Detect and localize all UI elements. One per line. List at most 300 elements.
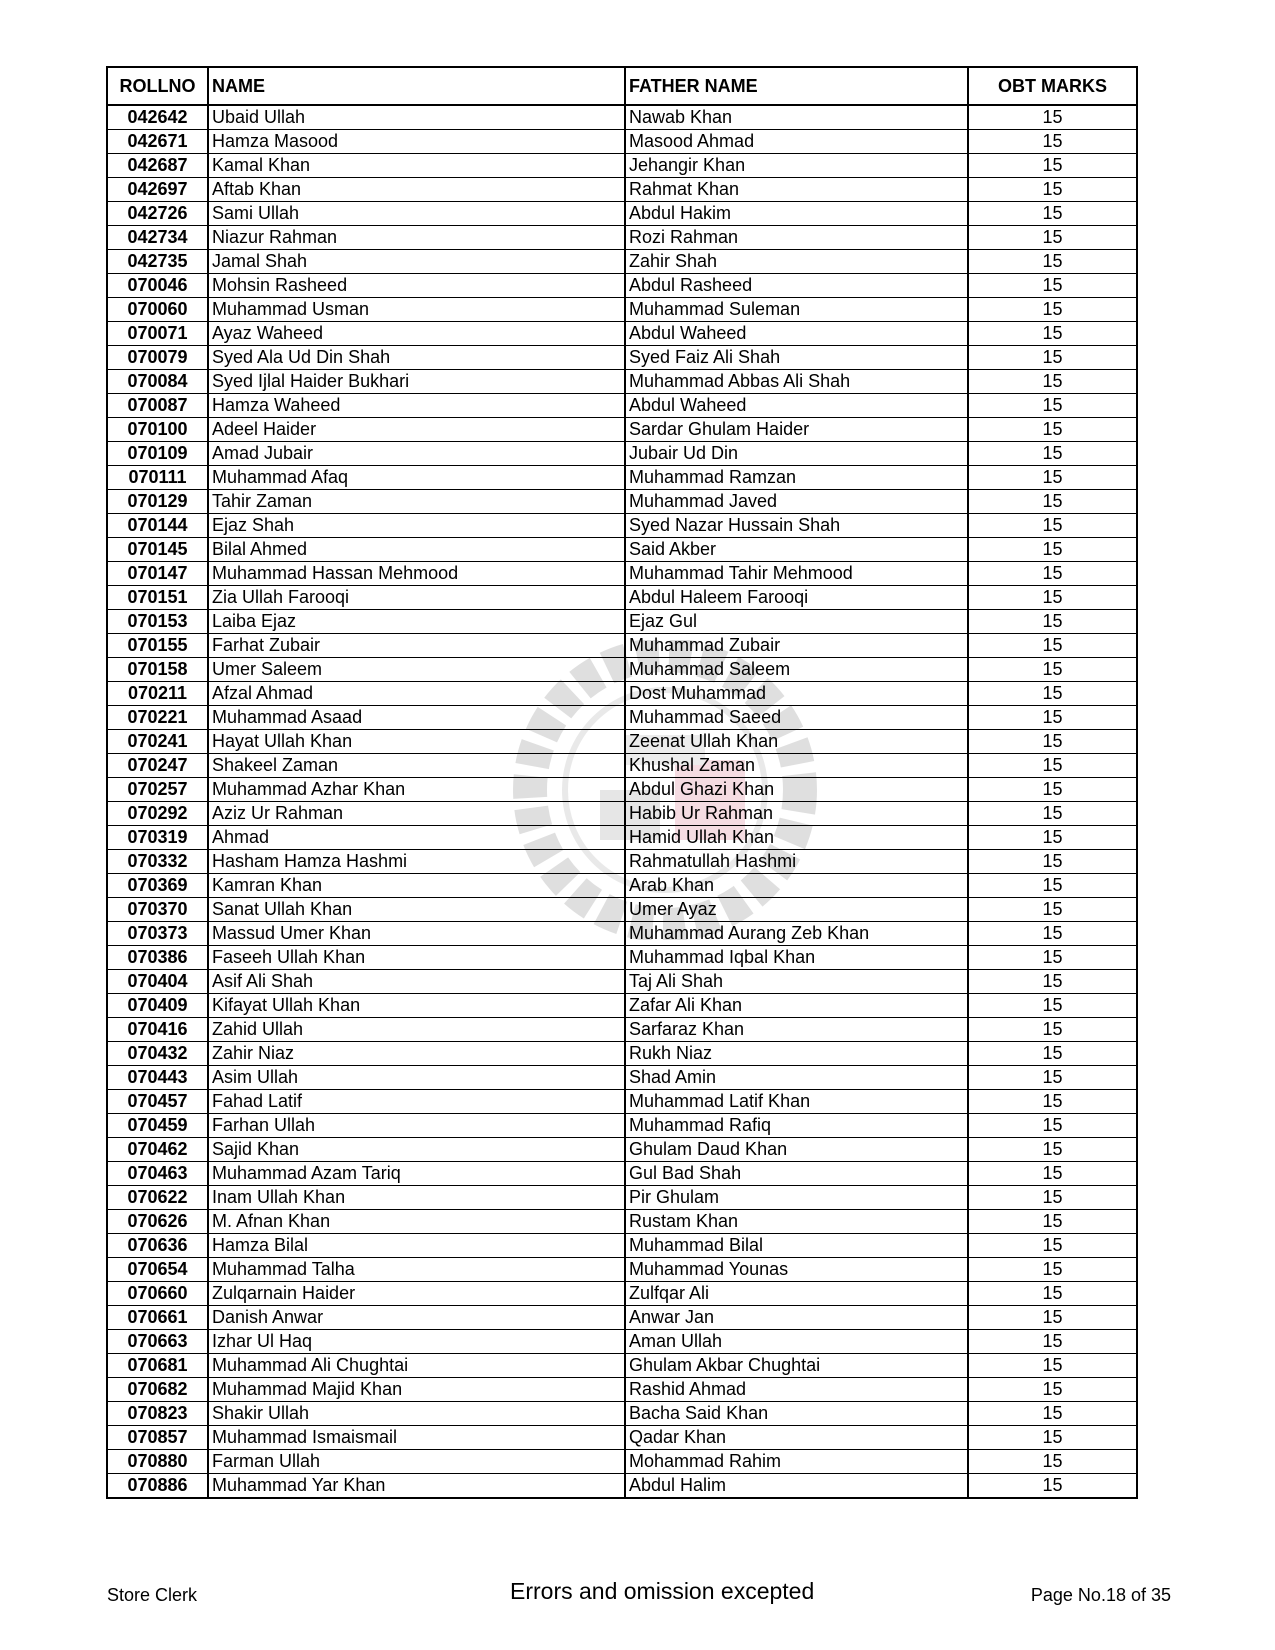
cell-rollno: 070147 [107, 562, 208, 586]
cell-obt-marks: 15 [968, 1018, 1137, 1042]
cell-father-name: Abdul Rasheed [625, 274, 968, 298]
cell-obt-marks: 15 [968, 754, 1137, 778]
cell-name: Afzal Ahmad [208, 682, 625, 706]
cell-father-name: Zeenat Ullah Khan [625, 730, 968, 754]
table-row [107, 634, 1137, 658]
cell-father-name: Muhammad Latif Khan [625, 1090, 968, 1114]
cell-father-name: Masood Ahmad [625, 130, 968, 154]
cell-obt-marks: 15 [968, 322, 1137, 346]
table-row [107, 1402, 1137, 1426]
cell-name: Zulqarnain Haider [208, 1282, 625, 1306]
table-row [107, 105, 1137, 130]
cell-rollno: 070386 [107, 946, 208, 970]
cell-rollno: 070211 [107, 682, 208, 706]
cell-rollno: 070257 [107, 778, 208, 802]
cell-obt-marks: 15 [968, 874, 1137, 898]
cell-rollno: 070373 [107, 922, 208, 946]
cell-father-name: Muhammad Zubair [625, 634, 968, 658]
cell-obt-marks: 15 [968, 826, 1137, 850]
cell-obt-marks: 15 [968, 178, 1137, 202]
cell-rollno: 070247 [107, 754, 208, 778]
table-row [107, 970, 1137, 994]
cell-name: Jamal Shah [208, 250, 625, 274]
cell-obt-marks: 15 [968, 1138, 1137, 1162]
footer-store-clerk: Store Clerk [107, 1585, 198, 1605]
cell-name: Kamran Khan [208, 874, 625, 898]
cell-name: Aftab Khan [208, 178, 625, 202]
cell-obt-marks: 15 [968, 1426, 1137, 1450]
cell-name: Hamza Bilal [208, 1234, 625, 1258]
cell-name: Farman Ullah [208, 1450, 625, 1474]
cell-obt-marks: 15 [968, 562, 1137, 586]
cell-name: Mohsin Rasheed [208, 274, 625, 298]
cell-father-name: Ghulam Akbar Chughtai [625, 1354, 968, 1378]
table-row [107, 1234, 1137, 1258]
table-row [107, 1330, 1137, 1354]
cell-rollno: 070681 [107, 1354, 208, 1378]
cell-rollno: 070071 [107, 322, 208, 346]
cell-obt-marks: 15 [968, 682, 1137, 706]
cell-obt-marks: 15 [968, 154, 1137, 178]
header-father-name: FATHER NAME [625, 67, 968, 105]
cell-father-name: Said Akber [625, 538, 968, 562]
cell-name: Syed Ala Ud Din Shah [208, 346, 625, 370]
cell-name: Fahad Latif [208, 1090, 625, 1114]
cell-obt-marks: 15 [968, 1354, 1137, 1378]
cell-rollno: 070084 [107, 370, 208, 394]
cell-name: Syed Ijlal Haider Bukhari [208, 370, 625, 394]
cell-rollno: 070443 [107, 1066, 208, 1090]
cell-obt-marks: 15 [968, 466, 1137, 490]
cell-rollno: 070079 [107, 346, 208, 370]
cell-obt-marks: 15 [968, 994, 1137, 1018]
cell-obt-marks: 15 [968, 394, 1137, 418]
header-rollno: ROLLNO [107, 67, 208, 105]
table-row [107, 874, 1137, 898]
cell-father-name: Ghulam Daud Khan [625, 1138, 968, 1162]
cell-name: Hamza Waheed [208, 394, 625, 418]
cell-rollno: 070060 [107, 298, 208, 322]
cell-rollno: 070241 [107, 730, 208, 754]
cell-father-name: Gul Bad Shah [625, 1162, 968, 1186]
cell-father-name: Ejaz Gul [625, 610, 968, 634]
cell-obt-marks: 15 [968, 130, 1137, 154]
table-row [107, 1138, 1137, 1162]
cell-obt-marks: 15 [968, 1234, 1137, 1258]
table-row [107, 202, 1137, 226]
cell-rollno: 070100 [107, 418, 208, 442]
cell-father-name: Abdul Hakim [625, 202, 968, 226]
cell-father-name: Mohammad Rahim [625, 1450, 968, 1474]
cell-obt-marks: 15 [968, 1210, 1137, 1234]
cell-name: Farhat Zubair [208, 634, 625, 658]
cell-name: M. Afnan Khan [208, 1210, 625, 1234]
cell-rollno: 070622 [107, 1186, 208, 1210]
cell-name: Faseeh Ullah Khan [208, 946, 625, 970]
cell-father-name: Abdul Halim [625, 1474, 968, 1499]
cell-rollno: 070404 [107, 970, 208, 994]
cell-obt-marks: 15 [968, 1378, 1137, 1402]
cell-rollno: 070087 [107, 394, 208, 418]
cell-rollno: 070463 [107, 1162, 208, 1186]
cell-rollno: 042735 [107, 250, 208, 274]
table-row [107, 778, 1137, 802]
cell-father-name: Muhammad Rafiq [625, 1114, 968, 1138]
cell-father-name: Habib Ur Rahman [625, 802, 968, 826]
table-row [107, 730, 1137, 754]
cell-rollno: 042697 [107, 178, 208, 202]
cell-name: Zahir Niaz [208, 1042, 625, 1066]
cell-obt-marks: 15 [968, 226, 1137, 250]
table-row [107, 1210, 1137, 1234]
cell-rollno: 070682 [107, 1378, 208, 1402]
cell-obt-marks: 15 [968, 658, 1137, 682]
header-obt-marks: OBT MARKS [968, 67, 1137, 105]
cell-obt-marks: 15 [968, 946, 1137, 970]
cell-name: Sajid Khan [208, 1138, 625, 1162]
table-row [107, 370, 1137, 394]
table-row [107, 250, 1137, 274]
cell-rollno: 042671 [107, 130, 208, 154]
table-row [107, 1186, 1137, 1210]
cell-rollno: 070292 [107, 802, 208, 826]
cell-father-name: Zulfqar Ali [625, 1282, 968, 1306]
cell-rollno: 070416 [107, 1018, 208, 1042]
table-row [107, 490, 1137, 514]
cell-name: Farhan Ullah [208, 1114, 625, 1138]
cell-father-name: Syed Faiz Ali Shah [625, 346, 968, 370]
cell-father-name: Hamid Ullah Khan [625, 826, 968, 850]
cell-name: Sami Ullah [208, 202, 625, 226]
cell-father-name: Syed Nazar Hussain Shah [625, 514, 968, 538]
cell-obt-marks: 15 [968, 706, 1137, 730]
table-row [107, 586, 1137, 610]
cell-name: Muhammad Hassan Mehmood [208, 562, 625, 586]
table-row [107, 1162, 1137, 1186]
table-row [107, 1450, 1137, 1474]
table-row [107, 1042, 1137, 1066]
cell-father-name: Umer Ayaz [625, 898, 968, 922]
cell-father-name: Rahmat Khan [625, 178, 968, 202]
table-row [107, 538, 1137, 562]
cell-name: Muhammad Azhar Khan [208, 778, 625, 802]
cell-father-name: Anwar Jan [625, 1306, 968, 1330]
cell-father-name: Abdul Haleem Farooqi [625, 586, 968, 610]
cell-name: Muhammad Majid Khan [208, 1378, 625, 1402]
cell-father-name: Muhammad Aurang Zeb Khan [625, 922, 968, 946]
cell-father-name: Muhammad Tahir Mehmood [625, 562, 968, 586]
cell-father-name: Muhammad Suleman [625, 298, 968, 322]
cell-father-name: Muhammad Iqbal Khan [625, 946, 968, 970]
header-name: NAME [208, 67, 625, 105]
cell-name: Zia Ullah Farooqi [208, 586, 625, 610]
cell-name: Aziz Ur Rahman [208, 802, 625, 826]
cell-father-name: Taj Ali Shah [625, 970, 968, 994]
cell-name: Kifayat Ullah Khan [208, 994, 625, 1018]
cell-obt-marks: 15 [968, 850, 1137, 874]
cell-father-name: Abdul Waheed [625, 322, 968, 346]
table-row [107, 130, 1137, 154]
cell-father-name: Rashid Ahmad [625, 1378, 968, 1402]
table-row [107, 298, 1137, 322]
cell-father-name: Rozi Rahman [625, 226, 968, 250]
cell-obt-marks: 15 [968, 442, 1137, 466]
cell-obt-marks: 15 [968, 1090, 1137, 1114]
cell-name: Ubaid Ullah [208, 105, 625, 130]
table-row [107, 1426, 1137, 1450]
cell-rollno: 070145 [107, 538, 208, 562]
table-row [107, 826, 1137, 850]
cell-father-name: Zahir Shah [625, 250, 968, 274]
cell-rollno: 070319 [107, 826, 208, 850]
cell-obt-marks: 15 [968, 610, 1137, 634]
cell-rollno: 070823 [107, 1402, 208, 1426]
cell-father-name: Arab Khan [625, 874, 968, 898]
table-row [107, 658, 1137, 682]
cell-obt-marks: 15 [968, 970, 1137, 994]
cell-father-name: Qadar Khan [625, 1426, 968, 1450]
cell-obt-marks: 15 [968, 514, 1137, 538]
table-row [107, 682, 1137, 706]
cell-obt-marks: 15 [968, 1330, 1137, 1354]
cell-name: Izhar Ul Haq [208, 1330, 625, 1354]
table-header-row [107, 67, 1137, 105]
cell-name: Asif Ali Shah [208, 970, 625, 994]
table-row [107, 178, 1137, 202]
cell-rollno: 070857 [107, 1426, 208, 1450]
cell-obt-marks: 15 [968, 250, 1137, 274]
cell-obt-marks: 15 [968, 1114, 1137, 1138]
cell-name: Muhammad Asaad [208, 706, 625, 730]
table-row [107, 1354, 1137, 1378]
cell-name: Muhammad Talha [208, 1258, 625, 1282]
table-row [107, 802, 1137, 826]
table-row [107, 1378, 1137, 1402]
results-table [106, 66, 1138, 1499]
cell-name: Hayat Ullah Khan [208, 730, 625, 754]
table-row [107, 1090, 1137, 1114]
cell-name: Kamal Khan [208, 154, 625, 178]
cell-obt-marks: 15 [968, 1066, 1137, 1090]
cell-obt-marks: 15 [968, 490, 1137, 514]
cell-name: Tahir Zaman [208, 490, 625, 514]
cell-rollno: 070109 [107, 442, 208, 466]
cell-father-name: Rustam Khan [625, 1210, 968, 1234]
cell-name: Adeel Haider [208, 418, 625, 442]
table-row [107, 754, 1137, 778]
cell-rollno: 070661 [107, 1306, 208, 1330]
cell-rollno: 070654 [107, 1258, 208, 1282]
cell-father-name: Muhammad Younas [625, 1258, 968, 1282]
cell-obt-marks: 15 [968, 586, 1137, 610]
cell-obt-marks: 15 [968, 1306, 1137, 1330]
cell-father-name: Muhammad Javed [625, 490, 968, 514]
cell-rollno: 070636 [107, 1234, 208, 1258]
cell-father-name: Abdul Ghazi Khan [625, 778, 968, 802]
cell-obt-marks: 15 [968, 1258, 1137, 1282]
table-row [107, 322, 1137, 346]
cell-name: Bilal Ahmed [208, 538, 625, 562]
cell-rollno: 070158 [107, 658, 208, 682]
cell-name: Umer Saleem [208, 658, 625, 682]
cell-name: Hamza Masood [208, 130, 625, 154]
table-row [107, 1258, 1137, 1282]
cell-father-name: Zafar Ali Khan [625, 994, 968, 1018]
table-row [107, 394, 1137, 418]
cell-obt-marks: 15 [968, 778, 1137, 802]
cell-name: Muhammad Ali Chughtai [208, 1354, 625, 1378]
cell-name: Massud Umer Khan [208, 922, 625, 946]
table-row [107, 418, 1137, 442]
cell-name: Shakeel Zaman [208, 754, 625, 778]
cell-father-name: Khushal Zaman [625, 754, 968, 778]
cell-father-name: Muhammad Saeed [625, 706, 968, 730]
cell-name: Sanat Ullah Khan [208, 898, 625, 922]
cell-father-name: Rahmatullah Hashmi [625, 850, 968, 874]
table-row [107, 466, 1137, 490]
cell-name: Muhammad Usman [208, 298, 625, 322]
cell-rollno: 042726 [107, 202, 208, 226]
cell-obt-marks: 15 [968, 346, 1137, 370]
cell-father-name: Abdul Waheed [625, 394, 968, 418]
table-row [107, 226, 1137, 250]
table-row [107, 706, 1137, 730]
table-row [107, 514, 1137, 538]
table-row [107, 1114, 1137, 1138]
cell-rollno: 070660 [107, 1282, 208, 1306]
cell-name: Muhammad Ismaismail [208, 1426, 625, 1450]
table-row [107, 442, 1137, 466]
cell-obt-marks: 15 [968, 274, 1137, 298]
cell-obt-marks: 15 [968, 1042, 1137, 1066]
cell-rollno: 070153 [107, 610, 208, 634]
cell-father-name: Rukh Niaz [625, 1042, 968, 1066]
cell-rollno: 070155 [107, 634, 208, 658]
cell-father-name: Jubair Ud Din [625, 442, 968, 466]
table-row [107, 922, 1137, 946]
cell-father-name: Muhammad Bilal [625, 1234, 968, 1258]
cell-father-name: Dost Muhammad [625, 682, 968, 706]
cell-name: Inam Ullah Khan [208, 1186, 625, 1210]
cell-rollno: 070886 [107, 1474, 208, 1499]
cell-name: Ayaz Waheed [208, 322, 625, 346]
cell-rollno: 070457 [107, 1090, 208, 1114]
table-row [107, 850, 1137, 874]
cell-rollno: 070432 [107, 1042, 208, 1066]
cell-obt-marks: 15 [968, 922, 1137, 946]
cell-obt-marks: 15 [968, 730, 1137, 754]
cell-father-name: Pir Ghulam [625, 1186, 968, 1210]
cell-rollno: 070151 [107, 586, 208, 610]
cell-name: Zahid Ullah [208, 1018, 625, 1042]
cell-father-name: Shad Amin [625, 1066, 968, 1090]
cell-rollno: 070462 [107, 1138, 208, 1162]
cell-name: Asim Ullah [208, 1066, 625, 1090]
cell-father-name: Muhammad Ramzan [625, 466, 968, 490]
cell-rollno: 070880 [107, 1450, 208, 1474]
cell-father-name: Sardar Ghulam Haider [625, 418, 968, 442]
table-row [107, 898, 1137, 922]
cell-rollno: 070144 [107, 514, 208, 538]
cell-obt-marks: 15 [968, 634, 1137, 658]
cell-rollno: 070409 [107, 994, 208, 1018]
cell-name: Niazur Rahman [208, 226, 625, 250]
cell-father-name: Jehangir Khan [625, 154, 968, 178]
cell-obt-marks: 15 [968, 538, 1137, 562]
table-row [107, 1474, 1137, 1499]
cell-obt-marks: 15 [968, 202, 1137, 226]
table-row [107, 1018, 1137, 1042]
cell-obt-marks: 15 [968, 298, 1137, 322]
cell-obt-marks: 15 [968, 802, 1137, 826]
cell-rollno: 070046 [107, 274, 208, 298]
cell-father-name: Sarfaraz Khan [625, 1018, 968, 1042]
cell-obt-marks: 15 [968, 1162, 1137, 1186]
cell-rollno: 070221 [107, 706, 208, 730]
cell-father-name: Muhammad Abbas Ali Shah [625, 370, 968, 394]
footer-page-number: Page No.18 of 35 [1030, 1585, 1171, 1605]
cell-rollno: 070370 [107, 898, 208, 922]
table-row [107, 562, 1137, 586]
cell-father-name: Bacha Said Khan [625, 1402, 968, 1426]
cell-father-name: Aman Ullah [625, 1330, 968, 1354]
cell-obt-marks: 15 [968, 898, 1137, 922]
cell-rollno: 042734 [107, 226, 208, 250]
table-row [107, 1306, 1137, 1330]
table-row [107, 154, 1137, 178]
cell-father-name: Muhammad Saleem [625, 658, 968, 682]
cell-obt-marks: 15 [968, 1282, 1137, 1306]
cell-name: Muhammad Yar Khan [208, 1474, 625, 1499]
table-row [107, 1066, 1137, 1090]
cell-rollno: 042642 [107, 105, 208, 130]
footer-disclaimer: Errors and omission excepted [510, 1578, 815, 1604]
table-row [107, 274, 1137, 298]
cell-name: Laiba Ejaz [208, 610, 625, 634]
cell-obt-marks: 15 [968, 1186, 1137, 1210]
table-row [107, 346, 1137, 370]
cell-rollno: 042687 [107, 154, 208, 178]
cell-obt-marks: 15 [968, 105, 1137, 130]
cell-name: Ejaz Shah [208, 514, 625, 538]
table-row [107, 946, 1137, 970]
table-row [107, 610, 1137, 634]
cell-name: Muhammad Azam Tariq [208, 1162, 625, 1186]
cell-obt-marks: 15 [968, 1402, 1137, 1426]
cell-rollno: 070111 [107, 466, 208, 490]
cell-name: Muhammad Afaq [208, 466, 625, 490]
table-body [107, 105, 1137, 1498]
cell-name: Amad Jubair [208, 442, 625, 466]
cell-rollno: 070332 [107, 850, 208, 874]
cell-rollno: 070626 [107, 1210, 208, 1234]
cell-obt-marks: 15 [968, 1450, 1137, 1474]
cell-obt-marks: 15 [968, 418, 1137, 442]
table-row [107, 1282, 1137, 1306]
cell-rollno: 070129 [107, 490, 208, 514]
cell-rollno: 070369 [107, 874, 208, 898]
cell-name: Shakir Ullah [208, 1402, 625, 1426]
cell-rollno: 070663 [107, 1330, 208, 1354]
cell-obt-marks: 15 [968, 1474, 1137, 1499]
cell-name: Hasham Hamza Hashmi [208, 850, 625, 874]
cell-rollno: 070459 [107, 1114, 208, 1138]
table-row [107, 994, 1137, 1018]
cell-name: Danish Anwar [208, 1306, 625, 1330]
cell-obt-marks: 15 [968, 370, 1137, 394]
cell-name: Ahmad [208, 826, 625, 850]
cell-father-name: Nawab Khan [625, 105, 968, 130]
